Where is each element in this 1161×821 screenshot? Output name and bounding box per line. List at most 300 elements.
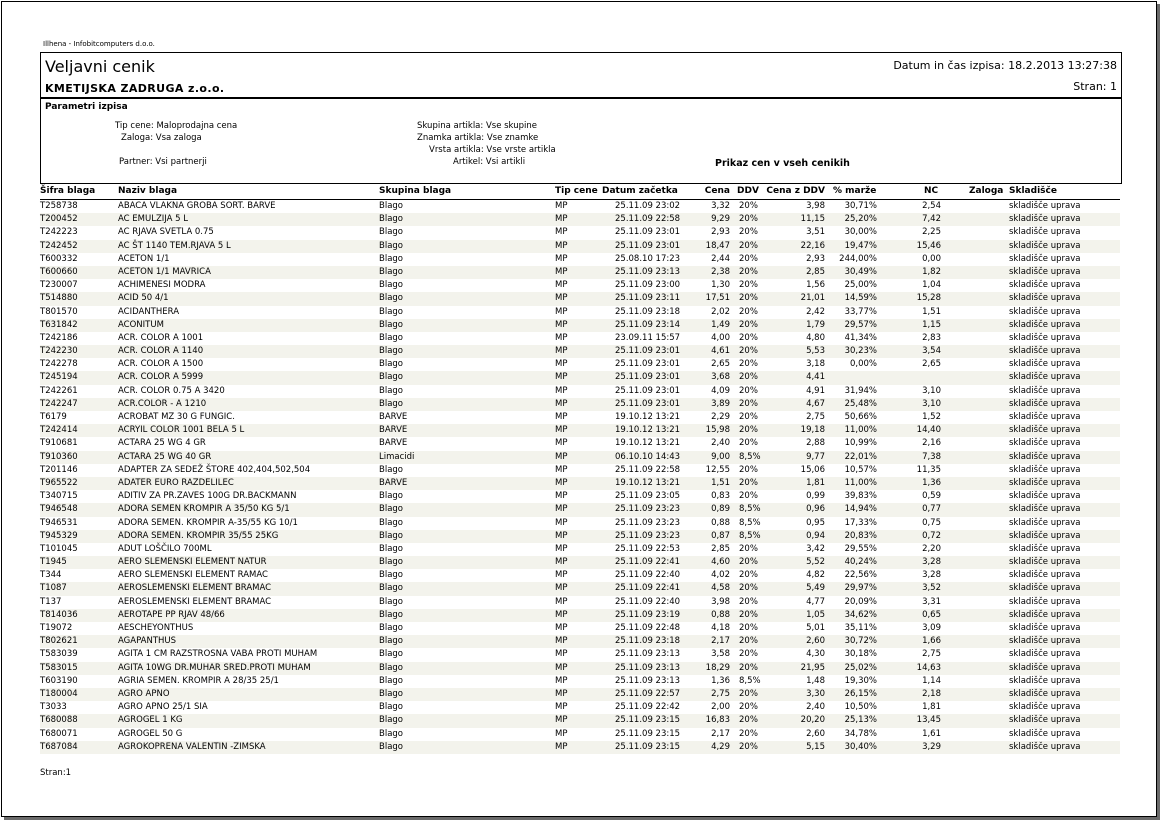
cell-start-date: 25.11.09 23:00 bbox=[615, 280, 681, 291]
cell-start-date: 25.11.09 23:13 bbox=[615, 662, 681, 673]
cell-warehouse: skladišče uprava bbox=[1009, 715, 1081, 726]
cell-vat: 20% bbox=[739, 649, 758, 660]
cell-warehouse: skladišče uprava bbox=[1009, 266, 1081, 277]
cell-price-type: MP bbox=[555, 201, 568, 211]
cell-price-vat: 4,67 bbox=[806, 398, 825, 409]
cell-vat: 20% bbox=[739, 583, 758, 594]
cell-name: AERO SLEMENSKI ELEMENT NATUR bbox=[118, 557, 267, 568]
table-row bbox=[40, 477, 1120, 490]
cell-price-vat: 0,95 bbox=[806, 517, 825, 528]
cell-start-date: 25.11.09 22:53 bbox=[615, 543, 681, 554]
cell-price-vat: 15,06 bbox=[800, 464, 825, 475]
table-row bbox=[40, 200, 1120, 213]
cell-margin: 17,33% bbox=[844, 517, 877, 528]
cell-group: Blago bbox=[379, 688, 403, 699]
cell-price: 2,44 bbox=[711, 253, 730, 264]
cell-group: Blago bbox=[379, 596, 403, 607]
cell-purchase-price: 1,61 bbox=[922, 728, 941, 739]
table-row bbox=[40, 424, 1120, 437]
cell-start-date: 25.11.09 22:58 bbox=[615, 464, 681, 475]
cell-vat: 20% bbox=[739, 464, 758, 475]
cell-start-date: 06.10.10 14:43 bbox=[615, 451, 681, 462]
cell-purchase-price: 1,52 bbox=[922, 412, 941, 422]
cell-code: T242186 bbox=[40, 332, 78, 343]
table-row bbox=[40, 345, 1120, 358]
cell-code: T245194 bbox=[40, 372, 78, 383]
cell-purchase-price: 14,40 bbox=[916, 425, 941, 436]
cell-price-type: MP bbox=[555, 662, 568, 673]
cell-price-type: MP bbox=[555, 214, 568, 225]
cell-margin: 41,34% bbox=[844, 332, 877, 343]
cell-purchase-price: 15,28 bbox=[916, 293, 941, 304]
table-row bbox=[40, 279, 1120, 292]
cell-group: Blago bbox=[379, 517, 403, 528]
footer-page: Stran:1 bbox=[40, 768, 72, 778]
page-number: Stran: 1 bbox=[1073, 80, 1117, 93]
cell-warehouse: skladišče uprava bbox=[1009, 675, 1081, 686]
cell-purchase-price: 3,31 bbox=[922, 596, 941, 607]
cell-warehouse: skladišče uprava bbox=[1009, 543, 1081, 554]
cell-group: BARVE bbox=[379, 425, 408, 436]
col-warehouse: Skladišče bbox=[1009, 186, 1057, 196]
cell-code: T687084 bbox=[40, 741, 78, 752]
cell-purchase-price: 2,20 bbox=[922, 543, 941, 554]
cell-group: Blago bbox=[379, 623, 403, 633]
cell-margin: 30,72% bbox=[844, 636, 877, 647]
cell-start-date: 25.11.09 23:23 bbox=[615, 530, 681, 541]
cell-price: 4,18 bbox=[711, 623, 730, 633]
cell-price: 4,61 bbox=[711, 346, 730, 357]
cell-warehouse: skladišče uprava bbox=[1009, 253, 1081, 264]
col-price: Cena bbox=[704, 186, 730, 196]
cell-warehouse: skladišče uprava bbox=[1009, 425, 1081, 436]
company-name: KMETIJSKA ZADRUGA z.o.o. bbox=[45, 82, 225, 95]
cell-group: Blago bbox=[379, 543, 403, 554]
cell-price: 3,58 bbox=[711, 649, 730, 660]
cell-warehouse: skladišče uprava bbox=[1009, 609, 1081, 620]
cell-price-vat: 9,77 bbox=[806, 451, 825, 462]
cell-warehouse: skladišče uprava bbox=[1009, 583, 1081, 594]
cell-start-date: 25.11.09 23:23 bbox=[615, 504, 681, 515]
cell-start-date: 19.10.12 13:21 bbox=[615, 412, 681, 422]
cell-warehouse: skladišče uprava bbox=[1009, 491, 1081, 502]
cell-code: T242230 bbox=[40, 346, 78, 357]
cell-warehouse: skladišče uprava bbox=[1009, 359, 1081, 370]
cell-warehouse: skladišče uprava bbox=[1009, 662, 1081, 673]
param-stock: Zaloga: Vsa zaloga bbox=[121, 133, 202, 143]
cell-vat: 8,5% bbox=[739, 517, 761, 528]
cell-group: Blago bbox=[379, 266, 403, 277]
cell-group: Blago bbox=[379, 398, 403, 409]
cell-name: ACR. COLOR A 1140 bbox=[118, 346, 204, 357]
param-price-type: Tip cene: Maloprodajna cena bbox=[115, 121, 238, 131]
cell-price-vat: 3,18 bbox=[806, 359, 825, 370]
cell-price-type: MP bbox=[555, 688, 568, 699]
cell-price-vat: 2,40 bbox=[806, 702, 825, 713]
cell-name: AGROGEL 50 G bbox=[118, 728, 183, 739]
table-row bbox=[40, 253, 1120, 266]
cell-margin: 22,56% bbox=[844, 570, 877, 581]
cell-start-date: 25.11.09 22:58 bbox=[615, 214, 681, 225]
cell-price-type: MP bbox=[555, 543, 568, 554]
cell-price-type: MP bbox=[555, 649, 568, 660]
cell-code: T137 bbox=[40, 596, 62, 607]
cell-group: BARVE bbox=[379, 412, 408, 422]
cell-price-vat: 1,05 bbox=[806, 609, 825, 620]
cell-vat: 20% bbox=[739, 201, 758, 211]
cell-group: Blago bbox=[379, 385, 403, 396]
cell-name: AGROKOPRENA VALENTIN -ZIMSKA bbox=[118, 741, 266, 752]
cell-price-vat: 1,79 bbox=[806, 319, 825, 330]
cell-code: T801570 bbox=[40, 306, 78, 317]
table-row bbox=[40, 490, 1120, 503]
col-margin: % marže bbox=[833, 186, 877, 196]
cell-code: T945329 bbox=[40, 530, 78, 541]
cell-group: Blago bbox=[379, 675, 403, 686]
cell-price-vat: 21,01 bbox=[800, 293, 825, 304]
cell-price-type: MP bbox=[555, 583, 568, 594]
cell-price: 2,93 bbox=[711, 227, 730, 238]
cell-warehouse: skladišče uprava bbox=[1009, 214, 1081, 225]
cell-name: ACR. COLOR A 5999 bbox=[118, 372, 204, 383]
cell-price-vat: 0,94 bbox=[806, 530, 825, 541]
cell-price: 0,88 bbox=[711, 517, 730, 528]
cell-vat: 20% bbox=[739, 491, 758, 502]
cell-group: Blago bbox=[379, 464, 403, 475]
cell-purchase-price: 0,77 bbox=[922, 504, 941, 515]
cell-price: 4,02 bbox=[711, 570, 730, 581]
table-row bbox=[40, 464, 1120, 477]
cell-purchase-price: 7,38 bbox=[922, 451, 941, 462]
cell-code: T814036 bbox=[40, 609, 78, 620]
cell-purchase-price: 2,65 bbox=[922, 359, 941, 370]
table-row bbox=[40, 648, 1120, 661]
cell-price: 3,89 bbox=[711, 398, 730, 409]
cell-price-type: MP bbox=[555, 530, 568, 541]
table-row bbox=[40, 635, 1120, 648]
cell-start-date: 25.11.09 22:42 bbox=[615, 702, 681, 713]
cell-price: 2,40 bbox=[711, 438, 730, 449]
cell-start-date: 25.11.09 23:01 bbox=[615, 398, 681, 409]
cell-code: T200452 bbox=[40, 214, 78, 225]
cell-code: T242261 bbox=[40, 385, 78, 396]
cell-margin: 11,00% bbox=[844, 425, 877, 436]
cell-margin: 25,20% bbox=[844, 214, 877, 225]
cell-code: T946531 bbox=[40, 517, 78, 528]
table-row bbox=[40, 371, 1120, 384]
cell-price-vat: 2,85 bbox=[806, 266, 825, 277]
col-code: Šifra blaga bbox=[40, 186, 96, 196]
cell-price-vat: 19,18 bbox=[800, 425, 825, 436]
cell-group: Blago bbox=[379, 702, 403, 713]
cell-price-type: MP bbox=[555, 398, 568, 409]
cell-purchase-price: 2,25 bbox=[922, 227, 941, 238]
cell-margin: 25,48% bbox=[844, 398, 877, 409]
cell-vat: 20% bbox=[739, 741, 758, 752]
cell-price-type: MP bbox=[555, 728, 568, 739]
table-row bbox=[40, 503, 1120, 516]
cell-price-type: MP bbox=[555, 412, 568, 422]
cell-group: Limacidi bbox=[379, 451, 415, 462]
cell-margin: 25,02% bbox=[844, 662, 877, 673]
cell-margin: 30,23% bbox=[844, 346, 877, 357]
col-start-date: Datum začetka bbox=[602, 186, 678, 196]
cell-vat: 8,5% bbox=[739, 451, 761, 462]
cell-code: T603190 bbox=[40, 675, 78, 686]
cell-group: Blago bbox=[379, 662, 403, 673]
cell-price: 2,75 bbox=[711, 688, 730, 699]
cell-name: ADORA SEMEN. KROMPIR 35/55 25KG bbox=[118, 530, 279, 541]
cell-name: AGROGEL 1 KG bbox=[118, 715, 183, 726]
cell-vat: 8,5% bbox=[739, 530, 761, 541]
print-datetime: Datum in čas izpisa: 18.2.2013 13:27:38 bbox=[893, 59, 1117, 72]
cell-code: T101045 bbox=[40, 543, 78, 554]
cell-purchase-price: 3,28 bbox=[922, 557, 941, 568]
cell-name: AERO SLEMENSKI ELEMENT RAMAC bbox=[118, 570, 268, 581]
cell-purchase-price: 3,28 bbox=[922, 570, 941, 581]
cell-code: T180004 bbox=[40, 688, 78, 699]
cell-start-date: 25.11.09 22:57 bbox=[615, 688, 681, 699]
price-display-mode: Prikaz cen v vseh cenikih bbox=[715, 158, 850, 169]
cell-margin: 35,11% bbox=[844, 623, 877, 633]
cell-price-type: MP bbox=[555, 306, 568, 317]
table-row bbox=[40, 728, 1120, 741]
cell-price-vat: 20,20 bbox=[800, 715, 825, 726]
cell-start-date: 25.11.09 23:18 bbox=[615, 636, 681, 647]
report-header bbox=[40, 52, 1122, 98]
cell-price: 16,83 bbox=[705, 715, 730, 726]
cell-warehouse: skladišče uprava bbox=[1009, 293, 1081, 304]
report-title: Veljavni cenik bbox=[45, 57, 155, 76]
cell-vat: 20% bbox=[739, 702, 758, 713]
cell-purchase-price: 3,52 bbox=[922, 583, 941, 594]
cell-code: T514880 bbox=[40, 293, 78, 304]
cell-group: Blago bbox=[379, 504, 403, 515]
cell-margin: 33,77% bbox=[844, 306, 877, 317]
cell-price-type: MP bbox=[555, 517, 568, 528]
cell-price-type: MP bbox=[555, 385, 568, 396]
cell-name: AEROSLEMENSKI ELEMENT BRAMAC bbox=[118, 583, 272, 594]
cell-price-vat: 21,95 bbox=[800, 662, 825, 673]
cell-warehouse: skladišče uprava bbox=[1009, 504, 1081, 515]
cell-price: 2,02 bbox=[711, 306, 730, 317]
parameters-title: Parametri izpisa bbox=[45, 102, 128, 112]
cell-price-type: MP bbox=[555, 741, 568, 752]
cell-code: T910681 bbox=[40, 438, 78, 449]
cell-margin: 25,00% bbox=[844, 280, 877, 291]
cell-start-date: 25.11.09 22:48 bbox=[615, 623, 681, 633]
cell-start-date: 25.11.09 23:13 bbox=[615, 649, 681, 660]
cell-price-vat: 4,82 bbox=[806, 570, 825, 581]
cell-price-vat: 2,75 bbox=[806, 412, 825, 422]
cell-group: Blago bbox=[379, 609, 403, 620]
cell-price: 3,68 bbox=[711, 372, 730, 383]
cell-vat: 20% bbox=[739, 688, 758, 699]
cell-code: T583015 bbox=[40, 662, 78, 673]
cell-code: T1945 bbox=[40, 557, 67, 568]
table-row bbox=[40, 306, 1120, 319]
cell-start-date: 19.10.12 13:21 bbox=[615, 438, 681, 449]
cell-price-vat: 5,15 bbox=[806, 741, 825, 752]
cell-warehouse: skladišče uprava bbox=[1009, 741, 1081, 752]
col-vat: DDV bbox=[737, 186, 759, 196]
table-row bbox=[40, 213, 1120, 226]
cell-purchase-price: 2,18 bbox=[922, 688, 941, 699]
cell-start-date: 19.10.12 13:21 bbox=[615, 477, 681, 488]
cell-margin: 30,71% bbox=[844, 201, 877, 211]
cell-start-date: 25.11.09 23:02 bbox=[615, 201, 681, 211]
table-row bbox=[40, 622, 1120, 635]
cell-code: T680088 bbox=[40, 715, 78, 726]
cell-vat: 20% bbox=[739, 570, 758, 581]
cell-start-date: 25.11.09 23:11 bbox=[615, 293, 681, 304]
cell-margin: 26,15% bbox=[844, 688, 877, 699]
cell-purchase-price: 2,83 bbox=[922, 332, 941, 343]
cell-code: T6179 bbox=[40, 412, 67, 422]
cell-warehouse: skladišče uprava bbox=[1009, 688, 1081, 699]
cell-vat: 20% bbox=[739, 728, 758, 739]
cell-name: ADAPTER ZA SEDEŽ ŠTORE 402,404,502,504 bbox=[118, 464, 311, 475]
cell-warehouse: skladišče uprava bbox=[1009, 398, 1081, 409]
cell-price-type: MP bbox=[555, 319, 568, 330]
table-row bbox=[40, 596, 1120, 609]
cell-price-type: MP bbox=[555, 623, 568, 633]
cell-name: ACETON 1/1 MAVRICA bbox=[118, 266, 211, 277]
table-row bbox=[40, 226, 1120, 239]
cell-start-date: 25.11.09 23:13 bbox=[615, 266, 681, 277]
cell-purchase-price: 14,63 bbox=[916, 662, 941, 673]
cell-price: 4,58 bbox=[711, 583, 730, 594]
cell-group: Blago bbox=[379, 728, 403, 739]
cell-vat: 20% bbox=[739, 609, 758, 620]
cell-vat: 20% bbox=[739, 227, 758, 238]
table-row bbox=[40, 332, 1120, 345]
cell-margin: 25,13% bbox=[844, 715, 877, 726]
cell-price-type: MP bbox=[555, 570, 568, 581]
cell-price: 18,47 bbox=[705, 240, 730, 251]
cell-warehouse: skladišče uprava bbox=[1009, 570, 1081, 581]
cell-warehouse: skladišče uprava bbox=[1009, 280, 1081, 291]
cell-start-date: 25.11.09 23:15 bbox=[615, 741, 681, 752]
cell-start-date: 25.11.09 23:13 bbox=[615, 675, 681, 686]
cell-price-vat: 0,99 bbox=[806, 491, 825, 502]
cell-price-type: MP bbox=[555, 359, 568, 370]
table-row bbox=[40, 266, 1120, 279]
cell-name: AC EMULZIJA 5 L bbox=[118, 214, 189, 225]
cell-group: Blago bbox=[379, 530, 403, 541]
cell-price-type: MP bbox=[555, 477, 568, 488]
cell-price-vat: 5,49 bbox=[806, 583, 825, 594]
table-row bbox=[40, 569, 1120, 582]
cell-price-type: MP bbox=[555, 346, 568, 357]
cell-group: Blago bbox=[379, 240, 403, 251]
cell-start-date: 25.11.09 22:41 bbox=[615, 557, 681, 568]
cell-price-type: MP bbox=[555, 425, 568, 436]
cell-price: 0,83 bbox=[711, 491, 730, 502]
cell-purchase-price: 3,09 bbox=[922, 623, 941, 633]
cell-name: AGRIA SEMEN. KROMPIR A 28/35 25/1 bbox=[118, 675, 279, 686]
cell-purchase-price: 3,54 bbox=[922, 346, 941, 357]
cell-price-vat: 1,48 bbox=[806, 675, 825, 686]
param-partner: Partner: Vsi partnerji bbox=[119, 157, 207, 167]
cell-purchase-price: 0,59 bbox=[922, 491, 941, 502]
cell-vat: 20% bbox=[739, 359, 758, 370]
cell-warehouse: skladišče uprava bbox=[1009, 438, 1081, 449]
cell-purchase-price: 0,00 bbox=[922, 253, 941, 264]
cell-group: Blago bbox=[379, 293, 403, 304]
cell-price: 9,29 bbox=[711, 214, 730, 225]
table-row bbox=[40, 741, 1120, 754]
cell-code: T242414 bbox=[40, 425, 78, 436]
cell-vat: 20% bbox=[739, 543, 758, 554]
cell-margin: 29,57% bbox=[844, 319, 877, 330]
cell-price: 2,29 bbox=[711, 412, 730, 422]
cell-warehouse: skladišče uprava bbox=[1009, 372, 1081, 383]
table-row bbox=[40, 517, 1120, 530]
cell-warehouse: skladišče uprava bbox=[1009, 649, 1081, 660]
cell-vat: 20% bbox=[739, 372, 758, 383]
cell-warehouse: skladišče uprava bbox=[1009, 477, 1081, 488]
cell-purchase-price: 3,10 bbox=[922, 385, 941, 396]
cell-purchase-price: 2,16 bbox=[922, 438, 941, 449]
cell-name: ACIDANTHERA bbox=[118, 306, 180, 317]
cell-name: ACETON 1/1 bbox=[118, 253, 170, 264]
cell-price-type: MP bbox=[555, 240, 568, 251]
cell-code: T680071 bbox=[40, 728, 78, 739]
cell-warehouse: skladišče uprava bbox=[1009, 332, 1081, 343]
cell-group: Blago bbox=[379, 214, 403, 225]
cell-price: 1,49 bbox=[711, 319, 730, 330]
cell-purchase-price: 0,65 bbox=[922, 609, 941, 620]
table-row bbox=[40, 701, 1120, 714]
cell-code: T600660 bbox=[40, 266, 78, 277]
cell-group: Blago bbox=[379, 557, 403, 568]
cell-margin: 30,00% bbox=[844, 227, 877, 238]
cell-start-date: 25.11.09 23:23 bbox=[615, 517, 681, 528]
cell-price-vat: 22,16 bbox=[800, 240, 825, 251]
cell-price-type: MP bbox=[555, 372, 568, 383]
cell-purchase-price: 2,75 bbox=[922, 649, 941, 660]
cell-purchase-price: 11,35 bbox=[916, 464, 941, 475]
cell-purchase-price: 0,75 bbox=[922, 517, 941, 528]
param-item-type: Vrsta artikla: Vse vrste artikla bbox=[429, 145, 556, 155]
table-row bbox=[40, 385, 1120, 398]
cell-warehouse: skladišče uprava bbox=[1009, 319, 1081, 330]
cell-purchase-price: 1,15 bbox=[922, 319, 941, 330]
cell-start-date: 25.11.09 23:14 bbox=[615, 319, 681, 330]
cell-margin: 14,94% bbox=[844, 504, 877, 515]
cell-price: 3,32 bbox=[711, 201, 730, 211]
cell-margin: 31,94% bbox=[844, 385, 877, 396]
cell-purchase-price: 7,42 bbox=[922, 214, 941, 225]
cell-group: Blago bbox=[379, 715, 403, 726]
col-name: Naziv blaga bbox=[118, 186, 178, 196]
cell-price-vat: 1,56 bbox=[806, 280, 825, 291]
cell-start-date: 25.11.09 23:15 bbox=[615, 728, 681, 739]
cell-group: Blago bbox=[379, 253, 403, 264]
cell-purchase-price: 15,46 bbox=[916, 240, 941, 251]
cell-margin: 39,83% bbox=[844, 491, 877, 502]
cell-warehouse: skladišče uprava bbox=[1009, 517, 1081, 528]
cell-price-vat: 1,81 bbox=[806, 477, 825, 488]
price-table-body bbox=[40, 200, 1120, 754]
cell-group: Blago bbox=[379, 346, 403, 357]
cell-code: T242278 bbox=[40, 359, 78, 370]
cell-price-vat: 3,98 bbox=[806, 201, 825, 211]
cell-start-date: 25.11.09 22:41 bbox=[615, 583, 681, 594]
cell-warehouse: skladišče uprava bbox=[1009, 201, 1081, 211]
cell-code: T19072 bbox=[40, 623, 73, 633]
